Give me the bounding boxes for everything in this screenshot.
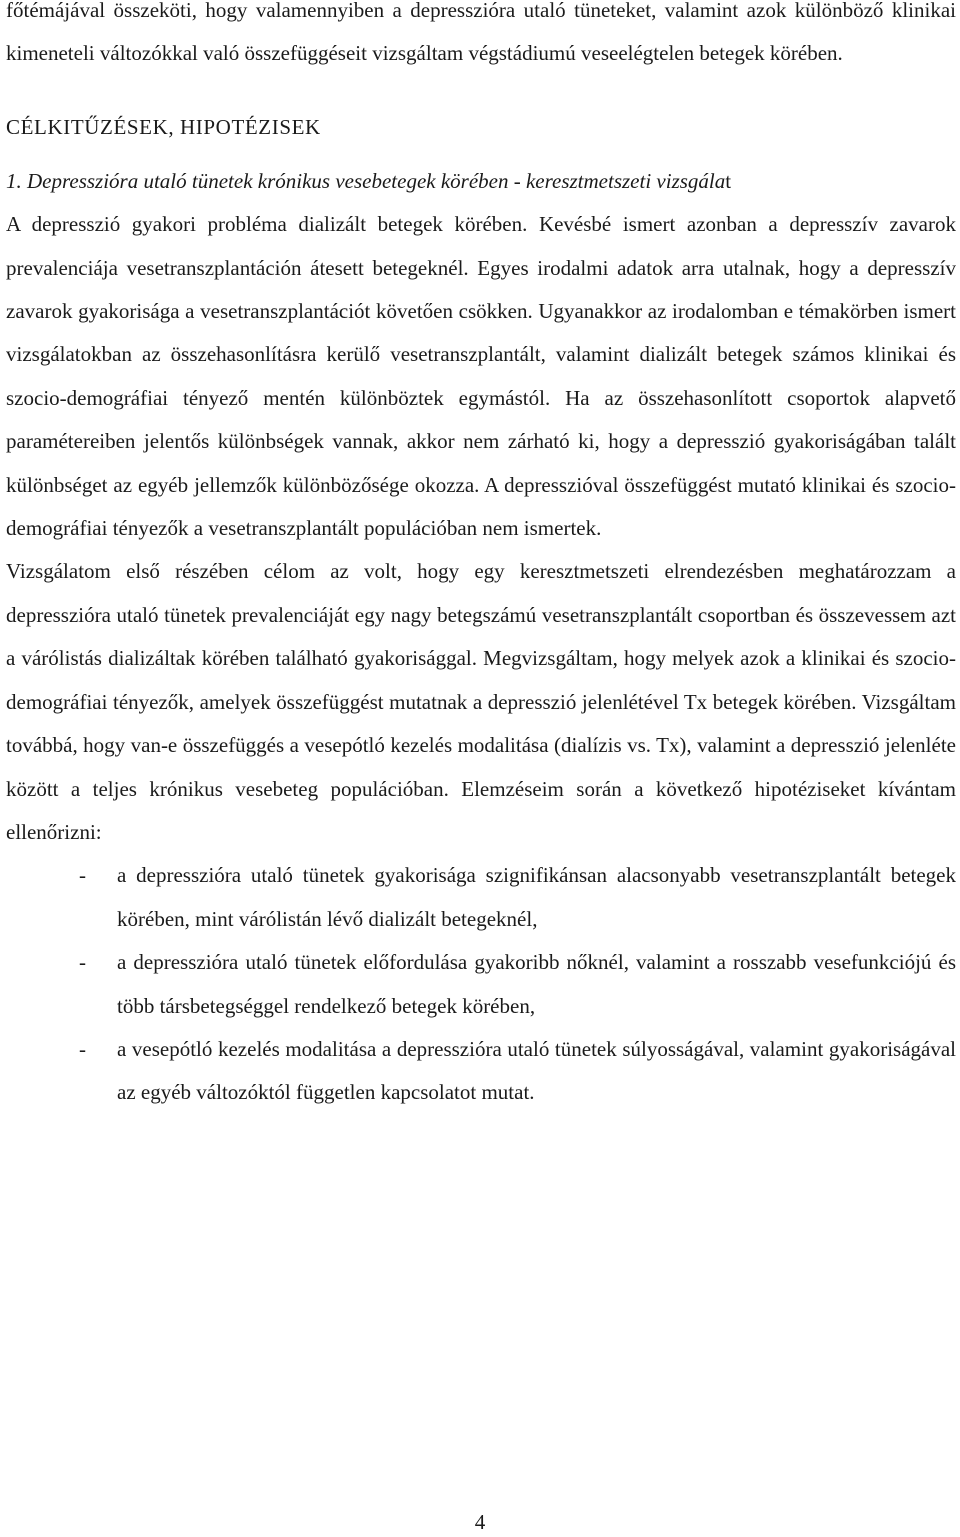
body-paragraph-1: A depresszió gyakori probléma dializált betegek körében. Kevésbé ismert azonban a depresszív zavarok prevalenciája vesetranszplantáción átesett betegeknél. Egyes irodalmi adatok arra utalnak, hogy a depresszív zavarok gyakorisága a vesetranszplantációt követően csökken. Ugyanakkor az irodalomban e témakörben ismert vizsgálatokban az összehasonlításra kerülő vesetranszplantált, valamint dializált betegek számos klinikai és szocio-demográfiai tényező mentén különböztek egymástól. Ha az összehasonlított csoportok alapvető paramétereiben jelentős különbségek vannak, akkor nem zárható ki, hogy a depresszió gyakoriságában talált különbséget az egyéb jellemzők különbözősége okozza. A depresszióval összefüggést mutató klinikai és szocio-demográfiai tényezők a vesetranszplantált populációban nem ismertek.: [6, 212, 956, 541]
subsection-heading-italic: 1. Depresszióra utaló tünetek krónikus vesebetegek körében - keresztmetszeti vizsgála: [6, 168, 726, 193]
list-item: [6, 854, 956, 941]
page-number: 4: [474, 1510, 486, 1534]
body-paragraph-2: Vizsgálatom első részében célom az volt, hogy egy keresztmetszeti elrendezésben meghatározzam a depresszióra utaló tünetek prevalenciáját egy nagy betegszámú vesetranszplantált csoportban és összevessem azt a várólistás dializáltak körében található gyakorisággal. Megvizsgáltam, hogy melyek azok a klinikai és szocio- demográfiai tényezők, amelyek összefüggést mutatnak a depresszió jelenlétével Tx betegek körében. Vizsgáltam továbbá, hogy van-e összefüggés a vesepótló kezelés modalitása (dialízis vs. Tx), valamint a depresszió jelenléte között a teljes krónikus vesebeteg populációban. Elemzéseim során a következő hipotéziseket kívántam ellenőrizni:: [6, 559, 956, 844]
list-item: [6, 941, 956, 1028]
intro-paragraph: főtémájával összeköti, hogy valamennyiben a depresszióra utaló tüneteket, valamint azok különböző klinikai kimeneteli változókkal való összefüggéseit vizsgáltam végstádiumú veseelégtelen betegek körében.: [6, 0, 956, 66]
list-item-text: a depresszióra utaló tünetek előfordulása gyakoribb nőknél, valamint a rosszabb vesefunkciójú és több társbetegséggel rendelkező betegek körében,: [117, 950, 956, 1018]
list-dash: -: [79, 1036, 86, 1061]
subsection-heading: [6, 160, 956, 203]
section-heading: CÉLKITŰZÉSEK, HIPOTÉZISEK: [6, 114, 321, 139]
list-dash: -: [79, 950, 86, 975]
hypotheses-list: [6, 854, 956, 1114]
list-item-text: a depresszióra utaló tünetek gyakorisága szignifikánsan alacsonyabb vesetranszplantált betegek körében, mint várólistán lévő dializált betegeknél,: [117, 863, 956, 931]
list-item: [6, 1028, 956, 1115]
list-dash: -: [79, 863, 86, 888]
list-item-text: a vesepótló kezelés modalitása a depresszióra utaló tünetek súlyosságával, valamint gyakoriságával az egyéb változóktól független kapcsolatot mutat.: [117, 1036, 956, 1105]
subsection-heading-tail: t: [725, 168, 732, 193]
document-page: [6, 0, 956, 1115]
